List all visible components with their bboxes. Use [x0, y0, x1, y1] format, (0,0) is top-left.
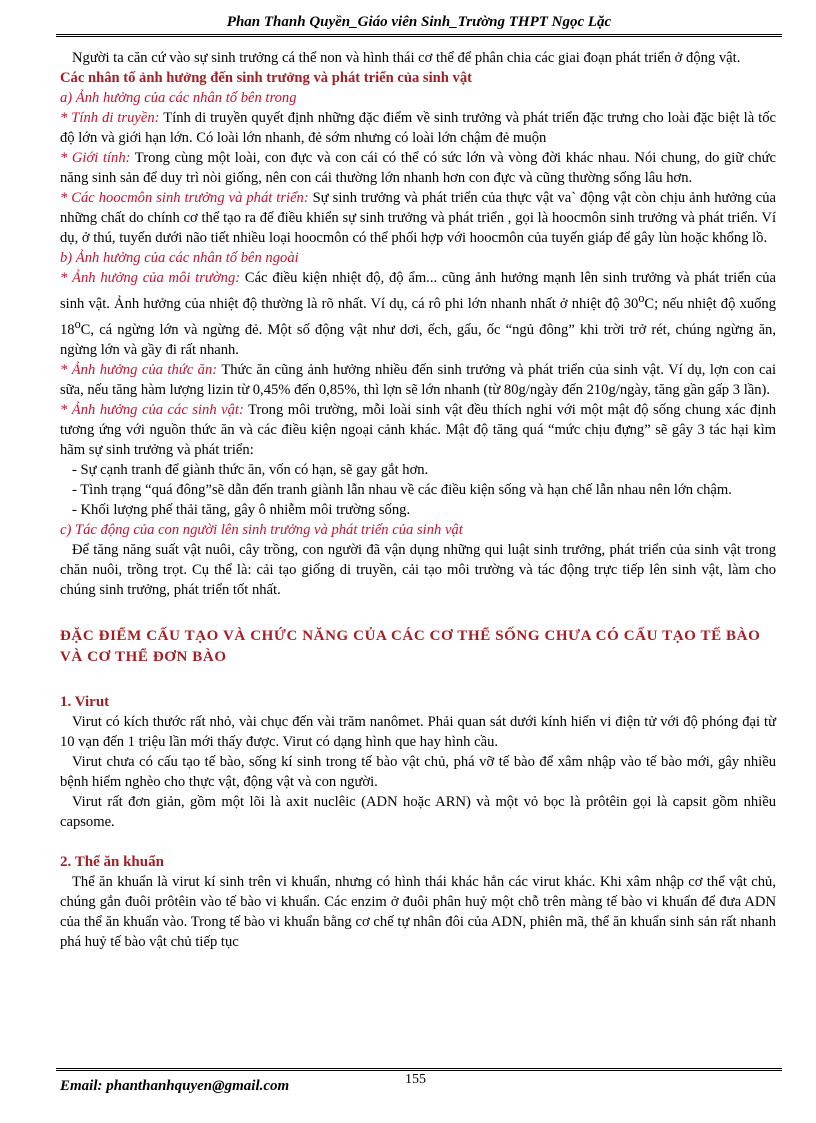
factors-title: Các nhân tố ảnh hưởng đến sinh trưởng và phát triển của sinh vật — [60, 70, 472, 86]
phage-heading: 2. Thể ăn khuẩn — [60, 853, 164, 870]
heredity-paragraph — [60, 108, 776, 148]
sex-text: Trong cùng một loài, con đực và con cái có thể có sức lớn và vòng đời khác nhau. Nói chung, do giữ chức năng sinh sản để duy trì nòi giống, nên con cái thường lớn nhanh hơn con đực và cũng thường sống lâu hơn. — [60, 150, 777, 186]
dash-item: - Tình trạng “quá đông”sẽ dẫn đến tranh giành lẫn nhau về các điều kiện sống và hạn chế lẫn nhau nên lớn chậm. — [72, 481, 732, 498]
environment-text-2: C; nếu nhiệt độ xuống 18 — [60, 295, 777, 338]
page-header: Phan Thanh Quyền_Giáo viên Sinh_Trường THPT Ngọc Lặc — [226, 14, 612, 30]
heredity-label: * Tính di truyền: — [60, 110, 160, 126]
hormone-label: * Các hoocmôn sinh trưởng và phát triển: — [60, 190, 309, 206]
food-paragraph — [60, 360, 776, 400]
hormone-paragraph — [60, 188, 776, 248]
environment-paragraph — [60, 268, 776, 360]
virut-paragraph: Virut rất đơn giản, gồm một lõi là axit nuclêic (ADN hoặc ARN) và một vỏ bọc là prôtêin gọi là capsit gồm nhiều capsome. — [60, 793, 776, 830]
page-number: 155 — [405, 1072, 426, 1087]
phage-paragraph: Thể ăn khuẩn là virut kí sinh trên vi khuẩn, nhưng có hình thái khác hẳn các virut khác. Khi xâm nhập cơ thể vật chủ, chúng gắn đuôi prôtêin vào tế bào vi khuẩn. Các enzim ở đuôi phân huỷ một chỗ trên màng tế bào vi khuẩn để đưa ADN của thể ăn khuẩn vào. Trong tế bào vi khuẩn bằng cơ chế tự nhân đôi của ADN, phiên mã, thể ăn khuẩn sinh sản rất nhanh phá huỷ tế bào vật chủ tiếp tục — [60, 873, 776, 950]
organism-text: Trong môi trường, mỗi loài sinh vật đều thích nghi với một mật độ sống chung xác định tương ứng với nguồn thức ăn và các điều kiện ngoại cảnh khác. Mật độ tăng quá “mức chịu đựng” sẽ gây 3 tác hại kìm hãm sự sinh trưởng và phát triển: — [60, 401, 776, 458]
section-c-title: c) Tác động của con người lên sinh trưởng và phát triển của sinh vật — [60, 521, 463, 538]
sex-label: * Giới tính: — [60, 150, 131, 166]
food-label: * Ảnh hưởng của thức ăn: — [60, 361, 218, 378]
intro-paragraph: Người ta căn cứ vào sự sinh trưởng cá thể non và hình thái cơ thể để phân chia các giai đoạn phát triển ở động vật. — [72, 50, 741, 66]
hormone-text: Sự sinh trưởng và phát triển của thực vật va` động vật còn chịu ảnh hưởng của những chất do chính cơ thể tạo ra để điều khiển sự sinh trưởng và phát triển , gọi là hoocmôn sinh trưởng và phát triển. Ví dụ, ở thú, tuyến dưới não tiết nhiều loại hoocmôn có thể phối hợp với hoocmôn của tuyến giáp để gây lùn hoặc khổng lồ. — [60, 190, 776, 246]
organism-label: * Ảnh hưởng của các sinh vật: — [60, 401, 244, 418]
footer-rule — [56, 1068, 782, 1071]
degree-sup-2: o — [74, 316, 81, 331]
section-b-title: b) Ảnh hưởng của các nhân tố bên ngoài — [60, 250, 299, 266]
virut-paragraph: Virut chưa có cấu tạo tế bào, sống kí sinh trong tế bào vật chủ, phá vỡ tế bào để xâm nhập vào tế bào mới, gây nhiều bệnh hiểm nghèo cho thực vật, động vật và con người. — [60, 753, 776, 790]
spacer — [60, 832, 776, 852]
virut-paragraph: Virut có kích thước rất nhỏ, vài chục đến vài trăm nanômet. Phải quan sát dưới kính hiển vi điện tử với độ phóng đại từ 10 vạn đến 1 triệu lần mới thấy được. Virut có dạng hình que hay hình cầu. — [60, 713, 776, 750]
organism-paragraph — [60, 400, 776, 460]
footer-email: Email: phanthanhquyen@gmail.com — [60, 1078, 290, 1094]
sex-paragraph — [60, 148, 776, 188]
food-text: Thức ăn cũng ảnh hưởng nhiều đến sinh trưởng và phát triển của sinh vật. Ví dụ, lợn con cai sữa, nếu tăng hàm lượng lizin từ 0,45% đến 0,85%, thì lợn sẽ lớn nhanh (từ 80g/ngày đến 210g/ngày, tăng gần gấp 3 lần). — [60, 361, 777, 398]
chapter-title: ĐẶC ĐIỂM CẤU TẠO VÀ CHỨC NĂNG CỦA CÁC CƠ THỂ SỐNG CHƯA CÓ CẤU TẠO TẾ BÀO VÀ CƠ THỂ ĐƠN BÀO — [60, 627, 761, 665]
environment-text-1: Các điều kiện nhiệt độ, độ ẩm... cũng ảnh hưởng mạnh lên sinh trưởng và phát triển của sinh vật. Ảnh hưởng của nhiệt độ thường là rõ nhất. Ví dụ, cá rô phi lớn nhanh nhất ở nhiệt độ 30 — [60, 270, 776, 312]
virut-heading: 1. Virut — [60, 693, 110, 710]
section-a-title: a) Ảnh hưởng của các nhân tố bên trong — [60, 90, 297, 106]
degree-sup-1: o — [638, 291, 645, 305]
section-c-paragraph: Để tăng năng suất vật nuôi, cây trồng, con người đã vận dụng những qui luật sinh trưởng, phát triển của sinh vật trong chăn nuôi, trồng trọt. Cụ thể là: cải tạo giống di truyền, cải tạo môi trường và tác động trực tiếp lên sinh vật, làm cho chúng sinh trưởng, phát triển tốt nhất. — [60, 541, 776, 598]
environment-text-3: C, cá ngừng lớn và ngừng đẻ. Một số động vật như dơi, ếch, gấu, ốc “ngủ đông” khi trời trở rét, chúng ngừng ăn, ngừng lớn và gầy đi rất nhanh. — [60, 321, 776, 358]
header-rule — [56, 34, 782, 37]
dash-item: - Sự cạnh tranh để giành thức ăn, vốn có hạn, sẽ gay gắt hơn. — [72, 461, 429, 478]
dash-item: - Khối lượng phế thải tăng, gây ô nhiễm môi trường sống. — [72, 501, 411, 518]
page-content — [60, 48, 776, 952]
heredity-text: Tính di truyền quyết định những đặc điểm về sinh trưởng và phát triển đặc trưng cho loài đặc biệt là tốc độ lớn và giới hạn lớn. Có loài lớn nhanh, đẻ sớm nhưng có loài lớn chậm đẻ muộn — [60, 110, 776, 146]
environment-label: * Ảnh hưởng của môi trường: — [60, 270, 241, 286]
